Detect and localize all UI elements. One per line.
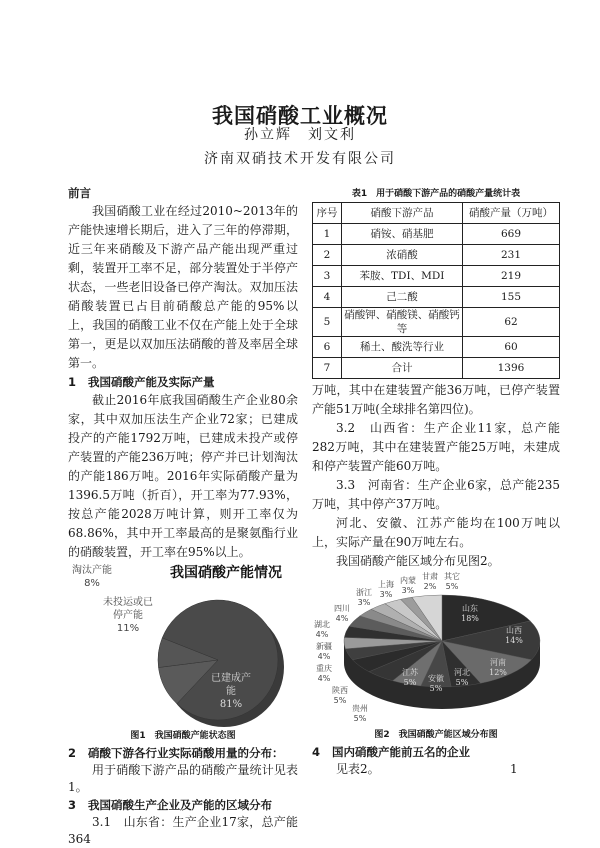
figure-2-caption: 图2 我国硝酸产能区域分布图 <box>374 730 498 740</box>
pie-label-13: 上海 <box>378 580 394 589</box>
table-cell: 1 <box>313 224 342 245</box>
pie-label-2: 河南 <box>490 658 506 667</box>
section-4-heading <box>312 743 560 761</box>
table-cell: 稀土、酸洗等行业 <box>342 337 463 358</box>
table-cell: 7 <box>313 358 342 379</box>
pie-pct-built: 81% <box>219 699 243 710</box>
table-row <box>313 245 560 266</box>
pie-pct-idle: 11% <box>116 623 140 634</box>
section-1-heading <box>68 373 298 391</box>
article-title: 我国硝酸工业概况 <box>212 104 388 128</box>
pie-pct-16: 5% <box>445 582 459 591</box>
pie-pct-discarded: 8% <box>84 578 100 589</box>
section-3-2-paragraph: 3.2 山西省：生产企业11家，总产能282万吨，其中在建装置产能25万吨，未建成和停产装置产能60万吨。 <box>312 421 560 473</box>
table-cell: 1396 <box>463 358 560 379</box>
table-header-row <box>313 203 560 224</box>
pie-pct-2: 12% <box>489 668 507 677</box>
section-3-3-paragraph: 3.3 河南省：生产企业6家，总产能235万吨，其中停产37万吨。 <box>312 478 560 511</box>
section-4-title: 国内硝酸产能前五名的企业 <box>332 745 470 759</box>
table-cell: 60 <box>463 337 560 358</box>
pie-pct-9: 4% <box>317 652 331 661</box>
pie-pct-7: 5% <box>333 696 347 705</box>
section-1-paragraph: 截止2016年底我国硝酸生产企业80余家，其中双加压法生产企业72家；已建成投产的产能1792万吨，已建成未投产或停产装置的产能236万吨；停产并已计划淘汰的产能186万吨。2016年实际硝酸产量为1396.5万吨（折百），开工率为77.93%，按总产能2028万吨计算，则开工率仅为68.86%，其中开工率最高的是聚氨酯行业的硝酸装置，开工率在95%以上。 <box>68 393 298 559</box>
pie-label-1: 山西 <box>506 626 522 635</box>
table-cell: 4 <box>313 287 342 308</box>
pie-pct-6: 5% <box>353 714 367 723</box>
pie-pct-11: 4% <box>335 614 349 623</box>
pie-label-9: 新疆 <box>316 642 332 651</box>
authors: 孙立辉 刘文利 <box>244 127 356 143</box>
section-2-number: 2 <box>68 746 77 760</box>
section-1-number: 1 <box>68 375 77 389</box>
figure-1 <box>68 562 298 728</box>
preface-heading: 前言 <box>68 186 91 200</box>
figure-1-chart-title: 我国硝酸产能情况 <box>170 565 282 581</box>
table-cell: 苯胺、TDI、MDI <box>342 266 463 287</box>
preface-paragraph: 我国硝酸工业在经过2010~2013年的产能快速增长期后，进入了三年的停滞期，近三年来硝酸及下游产品产能出现严重过剩，装置开工率不足，部分装置处于半停产状态，一些老旧设备已停产淘汰。双加压法硝酸装置已占目前硝酸总产能的95%以上，我国的硝酸工业不仅在产能上处于全球第一，更是以双加压法硝酸的普及率居全球第一。 <box>68 204 298 370</box>
table-cell: 219 <box>463 266 560 287</box>
table-row <box>313 287 560 308</box>
table-row <box>313 337 560 358</box>
pie-label-discarded: 淘汰产能 <box>72 565 112 576</box>
table-cell: 6 <box>313 337 342 358</box>
pie-label-12: 浙江 <box>356 588 372 597</box>
table-cell: 669 <box>463 224 560 245</box>
section-4-number: 4 <box>312 745 321 759</box>
pie-label-6: 贵州 <box>352 704 368 713</box>
pie-pct-0: 18% <box>461 614 479 623</box>
pie-pct-12: 3% <box>357 598 371 607</box>
pie-label-16: 其它 <box>444 572 460 581</box>
pie-pct-5: 5% <box>403 678 417 687</box>
table-cell: 3 <box>313 266 342 287</box>
pie-label-7: 陕西 <box>332 686 348 695</box>
section-3-heading <box>68 796 298 814</box>
section-3-1-continued: 万吨，其中在建装置产能36万吨，已停产装置产能51万吨(全球排名第四位)。 <box>312 383 560 416</box>
section-2-title: 硝酸下游各行业实际硝酸用量的分布： <box>88 746 284 760</box>
left-column <box>68 184 298 848</box>
table-header-cell: 序号 <box>313 203 342 224</box>
section-1-title: 我国硝酸产能及实际产量 <box>88 375 215 389</box>
table-row <box>313 224 560 245</box>
pie-pct-14: 3% <box>401 586 415 595</box>
pie-label-3: 河北 <box>454 668 470 677</box>
pie-label-5: 江苏 <box>402 668 418 677</box>
table-1 <box>312 202 560 379</box>
pie-label-4: 安徽 <box>428 674 444 683</box>
pie-pct-4: 5% <box>429 684 443 693</box>
table-cell: 硝铵、硝基肥 <box>342 224 463 245</box>
table-row <box>313 308 560 337</box>
pie-pct-1: 14% <box>505 636 523 645</box>
table-row <box>313 358 560 379</box>
table-cell: 231 <box>463 245 560 266</box>
section-2-heading <box>68 744 298 762</box>
pie-pct-15: 2% <box>423 582 437 591</box>
table-header-cell: 硝酸产量（万吨） <box>463 203 560 224</box>
pie-pct-3: 5% <box>455 678 469 687</box>
figure-1-caption: 图1 我国硝酸产能状态图 <box>130 731 236 741</box>
pie-label-11: 四川 <box>334 604 350 613</box>
table-1-caption: 表1 用于硝酸下游产品的硝酸产量统计表 <box>351 189 521 199</box>
pie-label-built: 已建成产能 <box>211 673 251 697</box>
section-2-paragraph: 用于硝酸下游产品的硝酸产量统计见表1。 <box>68 763 298 794</box>
table-cell: 己二酸 <box>342 287 463 308</box>
company: 济南双硝技术开发有限公司 <box>204 151 396 167</box>
pie-pct-13: 3% <box>379 590 393 599</box>
table-cell: 浓硝酸 <box>342 245 463 266</box>
pie-label-14: 内蒙 <box>400 576 416 585</box>
pie-pct-8: 4% <box>317 674 331 683</box>
pie-label-15: 甘肃 <box>422 572 438 581</box>
table-cell: 2 <box>313 245 342 266</box>
table-cell: 硝酸钾、硝酸镁、硝酸钙等 <box>342 308 463 337</box>
section-3-title: 我国硝酸生产企业及产能的区域分布 <box>88 798 272 812</box>
pie-label-idle: 未投运或已停产能 <box>103 597 153 621</box>
figure-2-pie-chart <box>302 571 562 727</box>
table-row <box>313 266 560 287</box>
table-cell: 155 <box>463 287 560 308</box>
figure-2 <box>302 571 562 727</box>
pie-label-10: 湖北 <box>314 620 330 629</box>
pie-pct-10: 4% <box>315 630 329 639</box>
figure-2-reference: 我国硝酸产能区域分布见图2。 <box>336 554 500 568</box>
table-header-cell: 硝酸下游产品 <box>342 203 463 224</box>
other-provinces-paragraph: 河北、安徽、江苏产能均在100万吨以上，实际产量在90万吨左右。 <box>312 516 560 549</box>
section-3-1-paragraph: 3.1 山东省：生产企业17家，总产能364 <box>68 815 298 846</box>
right-column <box>312 186 560 778</box>
table-cell: 合计 <box>342 358 463 379</box>
pie-label-0: 山东 <box>462 604 478 613</box>
page-number: 1 <box>510 762 518 776</box>
table-cell: 5 <box>313 308 342 337</box>
section-4-paragraph: 见表2。 <box>336 762 380 776</box>
pie-label-8: 重庆 <box>316 664 332 673</box>
section-3-number: 3 <box>68 798 77 812</box>
table-cell: 62 <box>463 308 560 337</box>
